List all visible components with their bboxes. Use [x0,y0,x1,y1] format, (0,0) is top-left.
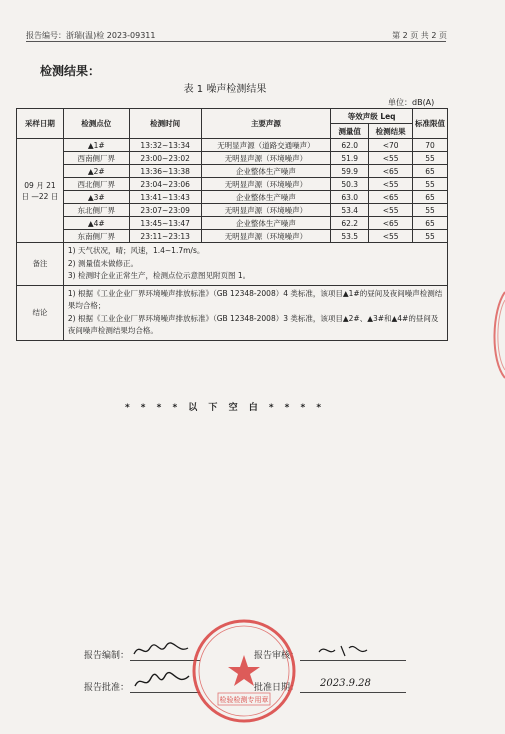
approved-signature [132,670,192,692]
date-cell: 09 月 21 日 —22 日 [17,139,64,243]
time-cell: 13:32~13:34 [129,139,201,152]
point-label: ▲2# [63,165,129,178]
report-number: 报告编号：浙瑞(温)检 2023-09311 [26,31,156,40]
source-cell: 企业整体生产噪声 [201,165,331,178]
reviewed-line [300,660,406,661]
point-name: 东北侧厂界 [63,204,129,217]
reviewed-label: 报告审核： [254,651,300,661]
limit-cell: 65 [413,165,448,178]
source-cell: 无明显声源（环境噪声） [201,152,331,165]
point-label: ▲1# [63,139,129,152]
measured-cell: 53.5 [331,230,369,243]
page-indicator: 第 2 页 共 2 页 [392,31,447,40]
col-source: 主要声源 [201,109,331,139]
result-cell: <70 [369,139,413,152]
note-item: 1) 天气状况，晴；风速，1.4~1.7m/s。 [67,246,205,255]
col-date: 采样日期 [17,109,64,139]
note-item: 2) 测量值未做修正。 [67,258,138,268]
approve-date-label: 批准日期： [254,683,300,693]
result-cell: <65 [369,165,413,178]
point-label: ▲3# [63,191,129,204]
approved-label: 报告批准： [84,683,130,693]
approve-date-line [300,692,406,693]
end-of-content-marker: * * * * 以 下 空 白 * * * * [124,403,326,413]
limit-cell: 55 [413,204,448,217]
header-divider [26,41,446,42]
col-leq: 等效声级 Leq [331,109,413,124]
source-cell: 无明显声源（环境噪声） [201,204,331,217]
unit-label: 单位：dB(A) [388,98,435,107]
measured-cell: 53.4 [331,204,369,217]
measured-cell: 59.9 [331,165,369,178]
compiled-label: 报告编制： [84,651,130,661]
notes-content [63,243,447,286]
conclusion-item: 2) 根据《工业企业厂界环境噪声排放标准》（GB 12348-2008）3 类标准，该项目▲2#、▲3#和▲4#的昼间及夜间噪声检测结果均合格。 [67,313,439,335]
measured-cell: 62.2 [331,217,369,230]
result-cell: <55 [369,204,413,217]
limit-cell: 55 [413,230,448,243]
limit-cell: 55 [413,178,448,191]
point-name: 西北侧厂界 [63,178,129,191]
notes-label: 备注 [17,243,64,286]
table-title: 表 1 噪声检测结果 [183,84,267,95]
result-cell: <55 [369,152,413,165]
time-cell: 23:00~23:02 [129,152,201,165]
measured-cell: 50.3 [331,178,369,191]
point-label: ▲4# [63,217,129,230]
measured-cell: 51.9 [331,152,369,165]
conclusion-label: 结论 [17,285,64,340]
note-item: 3) 检测时企业正常生产，检测点位示意图见附页图 1。 [67,271,251,280]
limit-cell: 70 [413,139,448,152]
official-seal [190,617,298,725]
measured-cell: 63.0 [331,191,369,204]
source-cell: 无明显声源（环境噪声） [201,178,331,191]
limit-cell: 65 [413,191,448,204]
measured-cell: 62.0 [331,139,369,152]
result-cell: <65 [369,217,413,230]
source-cell: 无明显声源（环境噪声） [201,230,331,243]
point-name: 东南侧厂界 [63,230,129,243]
time-cell: 23:04~23:06 [129,178,201,191]
result-cell: <65 [369,191,413,204]
source-cell: 企业整体生产噪声 [201,217,331,230]
noise-results-table [16,108,448,341]
time-cell: 13:45~13:47 [129,217,201,230]
source-cell: 企业整体生产噪声 [201,191,331,204]
col-result: 检测结果 [369,124,413,139]
edge-seal [486,290,505,380]
conclusion-content [63,285,447,340]
time-cell: 13:36~13:38 [129,165,201,178]
limit-cell: 55 [413,152,448,165]
seal-star-icon [228,655,260,686]
col-measured: 测量值 [331,124,369,139]
reviewed-signature [315,640,375,660]
result-cell: <55 [369,230,413,243]
time-cell: 13:41~13:43 [129,191,201,204]
source-cell: 无明显声源（道路交通噪声） [201,139,331,152]
time-cell: 23:11~23:13 [129,230,201,243]
col-time: 检测时间 [129,109,201,139]
conclusion-item: 1) 根据《工业企业厂界环境噪声排放标准》（GB 12348-2008）4 类标准，该项目▲1#的昼间及夜间噪声检测结果均合格； [67,288,443,310]
result-cell: <55 [369,178,413,191]
time-cell: 23:07~23:09 [129,204,201,217]
section-title: 检测结果： [40,64,101,78]
col-point: 检测点位 [63,109,129,139]
approve-date-value: 2023.9.28 [320,678,371,689]
limit-cell: 65 [413,217,448,230]
compiled-signature [132,640,192,660]
page-header [26,30,447,41]
seal-subtext: 检验检测专用章 [219,696,269,704]
point-name: 西南侧厂界 [63,152,129,165]
col-limit: 标准限值 [413,109,448,139]
